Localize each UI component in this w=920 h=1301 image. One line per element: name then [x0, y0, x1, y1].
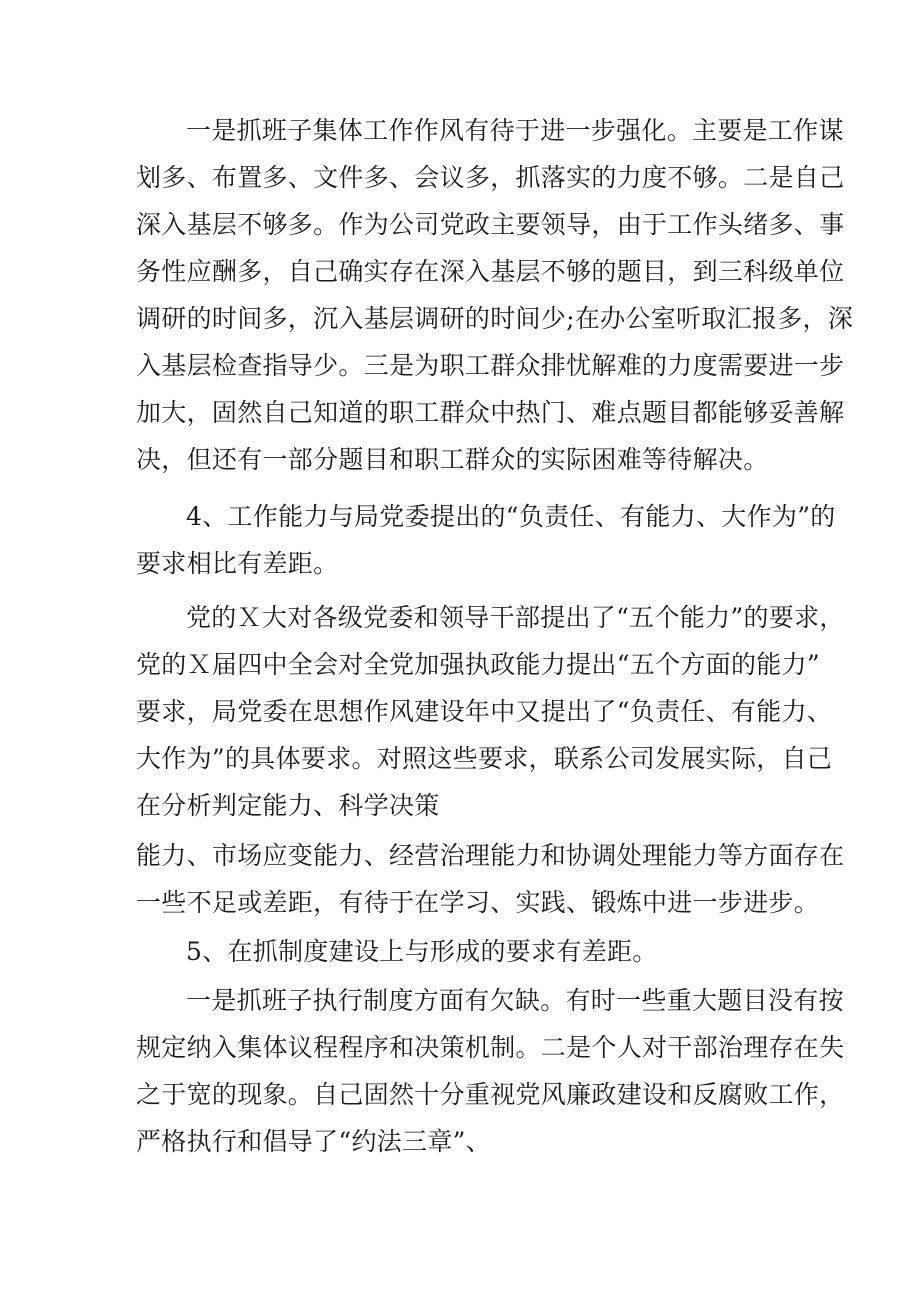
- text-line-19: 一是抓班子执行制度方面有欠缺。有时一些重大题目没有按: [186, 986, 844, 1015]
- text-line-2: 划多、布置多、文件多、会议多，抓落实的力度不够。二是自己: [136, 163, 845, 192]
- text-line-8: 决，但还有一部分题目和职工群众的实际困难等待解决。: [136, 445, 769, 474]
- text-line-11: 党的Ｘ大对各级党委和领导干部提出了“五个能力”的要求，: [186, 603, 845, 632]
- text-line-17: 一些不足或差距，有待于在学习、实践、锻炼中进一步进步。: [136, 888, 820, 917]
- text-line-9: 4、工作能力与局党委提出的“负责任、有能力、大作为”的: [186, 502, 836, 531]
- text-line-6: 入基层检查指导少。三是为职工群众排忧解难的力度需要进一步: [136, 351, 845, 380]
- text-line-18: 5、在抓制度建设上与形成的要求有差距。: [186, 937, 658, 966]
- text-line-10: 要求相比有差距。: [136, 549, 339, 578]
- text-line-4: 务性应酬多，自己确实存在深入基层不够的题目，到三科级单位: [136, 257, 845, 286]
- text-line-15: 在分析判定能力、科学决策: [136, 791, 440, 820]
- text-line-12: 党的Ｘ届四中全会对全党加强执政能力提出“五个方面的能力”: [136, 650, 820, 679]
- text-line-16: 能力、市场应变能力、经营治理能力和协调处理能力等方面存在: [136, 841, 845, 870]
- text-line-22: 严格执行和倡导了“约法三章”、: [136, 1127, 492, 1156]
- text-line-20: 规定纳入集体议程程序和决策机制。二是个人对干部治理存在失: [136, 1033, 845, 1062]
- text-line-7: 加大，固然自己知道的职工群众中热门、难点题目都能够妥善解: [136, 398, 845, 427]
- text-line-21: 之于宽的现象。自己固然十分重视党风廉政建设和反腐败工作，: [136, 1080, 845, 1109]
- text-line-5: 调研的时间多，沉入基层调研的时间少;在办公室听取汇报多，深: [136, 304, 854, 333]
- text-line-14: 大作为”的具体要求。对照这些要求，联系公司发展实际，自己: [136, 744, 833, 773]
- text-line-3: 深入基层不够多。作为公司党政主要领导，由于工作头绪多、事: [136, 210, 845, 239]
- text-line-13: 要求，局党委在思想作风建设年中又提出了“负责任、有能力、: [136, 697, 833, 726]
- text-line-1: 一是抓班子集体工作作风有待于进一步强化。主要是工作谋: [186, 116, 844, 145]
